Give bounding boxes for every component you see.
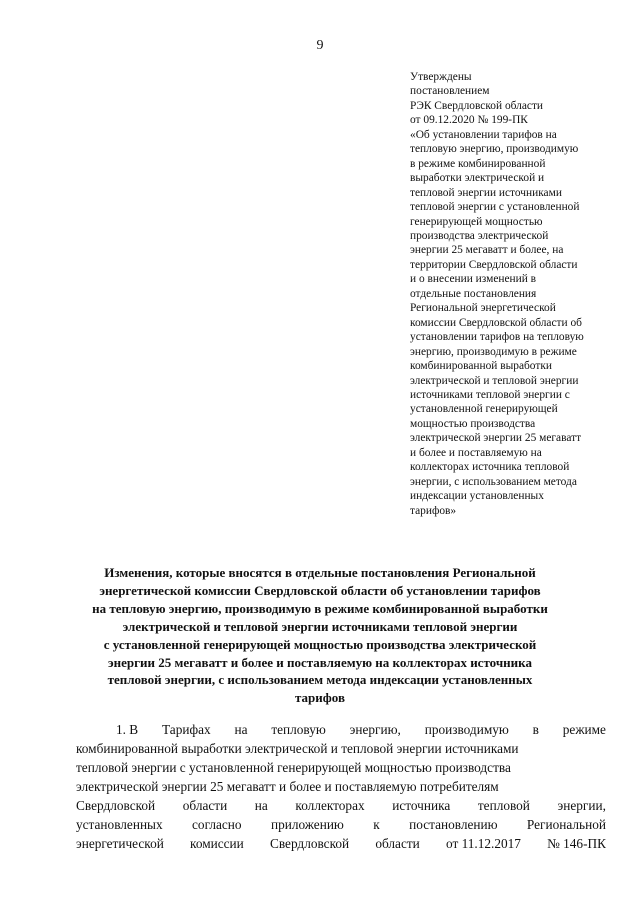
- title-line: энергии 25 мегаватт и более и поставляемую на коллекторах источника: [108, 654, 532, 670]
- body-word: коллекторах: [295, 798, 365, 813]
- approval-line: территории Свердловской области: [410, 258, 578, 271]
- approval-line: установлении тарифов на тепловую: [410, 331, 584, 344]
- approval-line: в режиме комбинированной: [410, 157, 546, 170]
- body-word: № 146-ПК: [547, 836, 606, 851]
- body-word: Свердловской: [269, 836, 350, 851]
- title-line: тарифов: [295, 690, 345, 706]
- body-line: [76, 796, 606, 815]
- body-word: энергии,: [557, 798, 606, 813]
- approval-line: и более и поставляемую на: [410, 446, 542, 459]
- approval-line: энергии, с использованием метода: [410, 475, 577, 488]
- body-paragraph: [76, 720, 606, 853]
- body-line: [76, 834, 606, 853]
- title-line: тепловой энергии, с использованием метода индексации установленных: [107, 672, 533, 688]
- approval-line: источниками тепловой энергии с: [410, 388, 570, 401]
- body-word: производимую: [424, 722, 509, 737]
- body-word: 1. В: [116, 722, 139, 737]
- approval-line: индексации установленных: [410, 490, 544, 503]
- body-word: области: [182, 798, 228, 813]
- title-line: энергетической комиссии Свердловской области об установлении тарифов: [99, 582, 541, 598]
- title-line: Изменения, которые вносятся в отдельные постановления Региональной: [104, 565, 536, 580]
- body-line: [76, 739, 606, 758]
- approval-line: мощностью производства: [410, 417, 536, 430]
- approval-line: комбинированной выработки: [410, 360, 552, 373]
- body-word: источника: [392, 798, 451, 813]
- document-title: [70, 564, 570, 707]
- body-word: тепловую: [271, 722, 326, 737]
- approval-line: Региональной энергетической: [410, 302, 556, 315]
- body-word: постановлению: [409, 817, 498, 832]
- body-word: режиме: [562, 722, 606, 737]
- body-word: комиссии: [190, 836, 244, 851]
- body-word: согласно: [192, 817, 242, 832]
- body-line: [76, 720, 606, 739]
- approval-line: тарифов»: [410, 504, 457, 517]
- body-word: области: [375, 836, 420, 851]
- approval-line: РЭК Свердловской области: [410, 99, 544, 112]
- approval-line: и о внесении изменений в: [410, 273, 537, 286]
- body-word: от 11.12.2017: [445, 836, 521, 851]
- body-word: к: [373, 817, 380, 832]
- body-word: тепловой энергии с установленной генерирующей мощностью производства: [76, 760, 511, 775]
- body-word: комбинированной выработки электрической и тепловой энергии источниками: [76, 741, 519, 756]
- body-word: Тарифах: [162, 722, 211, 737]
- approval-line: отдельные постановления: [410, 287, 537, 300]
- body-line: [76, 758, 606, 777]
- title-line: на тепловую энергию, производимую в режиме комбинированной выработки: [92, 600, 548, 616]
- body-word: установленных: [76, 817, 163, 832]
- approval-line: от 09.12.2020 № 199-ПК: [410, 114, 528, 127]
- body-line: [76, 777, 606, 796]
- body-word: в: [532, 722, 539, 737]
- body-word: энергетической: [76, 836, 164, 851]
- page-number: 9: [316, 38, 324, 53]
- approval-line: установленной генерирующей: [410, 403, 558, 416]
- body-word: приложению: [270, 817, 344, 832]
- approval-line: выработки электрической и: [410, 172, 545, 185]
- body-word: Региональной: [526, 817, 606, 832]
- approval-line: комиссии Свердловской области об: [410, 316, 582, 329]
- approval-line: постановлением: [410, 85, 490, 98]
- body-word: тепловой: [477, 798, 530, 813]
- approval-line: Утверждены: [410, 71, 472, 83]
- approval-line: коллекторах источника тепловой: [410, 461, 570, 474]
- body-word: на: [254, 798, 268, 813]
- body-word: Свердловской: [76, 798, 156, 813]
- approval-line: тепловую энергию, производимую: [410, 143, 579, 156]
- body-word: на: [234, 722, 248, 737]
- approval-line: производства электрической: [410, 229, 549, 242]
- approval-line: «Об установлении тарифов на: [410, 128, 557, 141]
- approval-line: электрической и тепловой энергии: [410, 374, 579, 387]
- approval-line: электрической энергии 25 мегаватт: [410, 432, 582, 445]
- body-word: энергию,: [349, 722, 401, 737]
- approval-line: энергии 25 мегаватт и более, на: [410, 244, 564, 257]
- approval-line: генерирующей мощностью: [410, 215, 543, 228]
- approval-block: [410, 70, 615, 518]
- approval-line: тепловой энергии источниками: [410, 186, 562, 199]
- approval-line: энергию, производимую в режиме: [410, 345, 577, 358]
- body-line: [76, 815, 606, 834]
- approval-line: тепловой энергии с установленной: [410, 201, 580, 214]
- body-word: электрической энергии 25 мегаватт и более и поставляемую потребителям: [76, 779, 499, 794]
- title-line: с установленной генерирующей мощностью производства электрической: [103, 636, 537, 652]
- title-line: электрической и тепловой энергии источниками тепловой энергии: [122, 618, 518, 634]
